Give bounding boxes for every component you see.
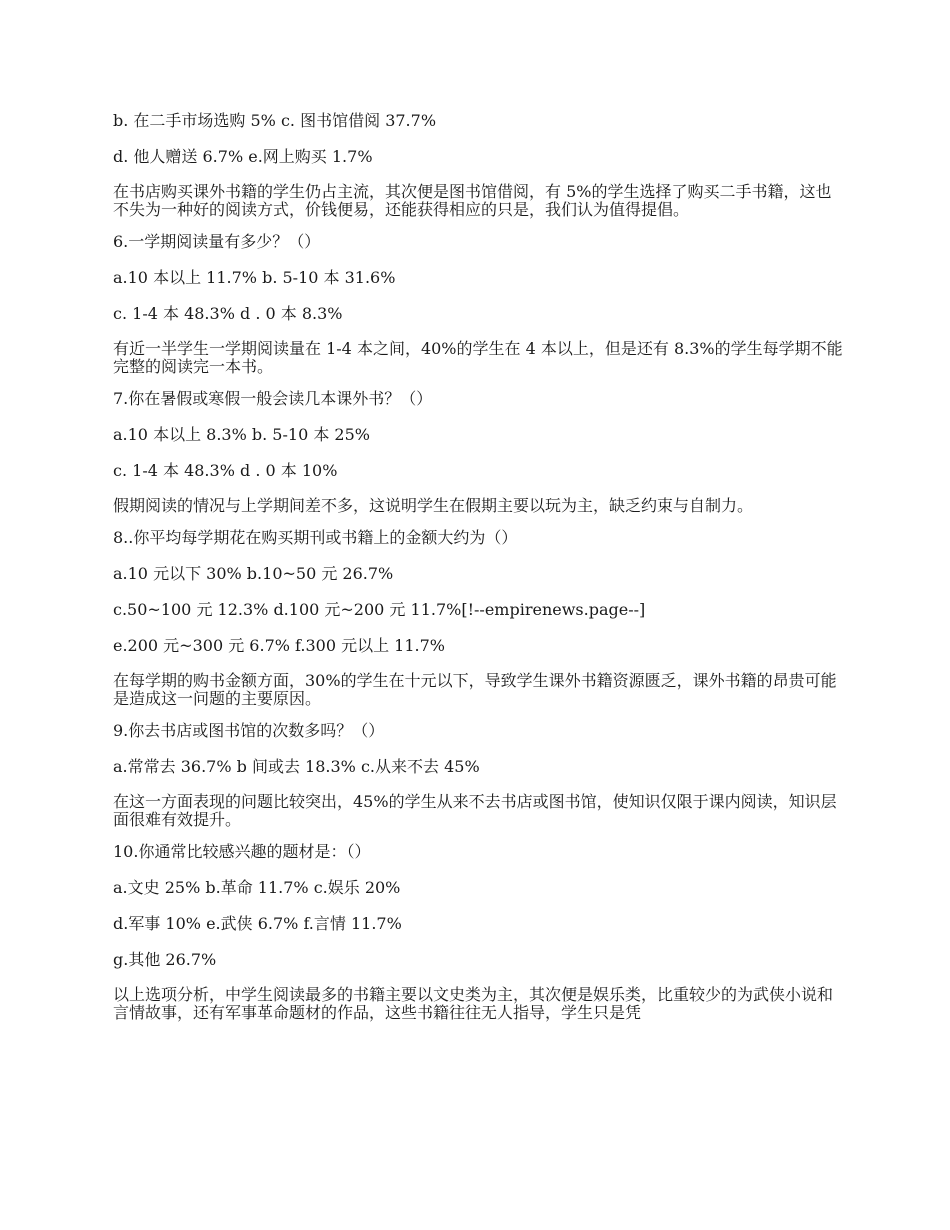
answer-line-10g: g.其他 26.7%: [113, 950, 217, 969]
answer-line-5b-5c: b. 在二手市场选购 5% c. 图书馆借阅 37.7%: [113, 111, 437, 130]
analysis-paragraph-5: 在书店购买课外书籍的学生仍占主流，其次便是图书馆借阅，有 5%的学生选择了购买二手书籍，这也不失为一种好的阅读方式，价钱便易，还能获得相应的只是，我们认为值得提倡。: [113, 182, 832, 219]
analysis-paragraph-7: 假期阅读的情况与上学期间差不多，这说明学生在假期主要以玩为主，缺乏约束与自制力。: [113, 496, 754, 515]
answer-line-9: a.常常去 36.7% b 间或去 18.3% c.从来不去 45%: [113, 757, 480, 776]
answer-line-10a-10c: a.文史 25% b.革命 11.7% c.娱乐 20%: [113, 878, 401, 897]
answer-line-8c-8d: c.50~100 元 12.3% d.100 元~200 元 11.7%[!--empirenews.page--]: [113, 600, 646, 619]
answer-line-6a-6b: a.10 本以上 11.7% b. 5-10 本 31.6%: [113, 268, 396, 287]
answer-line-6c-6d: c. 1-4 本 48.3% d . 0 本 8.3%: [113, 304, 343, 323]
answer-line-10d-10f: d.军事 10% e.武侠 6.7% f.言情 11.7%: [113, 914, 402, 933]
analysis-paragraph-8: 在每学期的购书金额方面，30%的学生在十元以下，导致学生课外书籍资源匮乏，课外书籍的昂贵可能是造成这一问题的主要原因。: [113, 671, 837, 708]
answer-line-8e-8f: e.200 元~300 元 6.7% f.300 元以上 11.7%: [113, 636, 446, 655]
answer-line-7a-7b: a.10 本以上 8.3% b. 5-10 本 25%: [113, 425, 370, 444]
answer-line-7c-7d: c. 1-4 本 48.3% d . 0 本 10%: [113, 461, 338, 480]
document-page: [113, 111, 843, 1035]
question-7: 7.你在暑假或寒假一般会读几本课外书？（）: [113, 389, 433, 408]
analysis-paragraph-9: 在这一方面表现的问题比较突出，45%的学生从来不去书店或图书馆，使知识仅限于课内阅读，知识层面很难有效提升。: [113, 792, 837, 829]
answer-line-5d-5e: d. 他人赠送 6.7% e.网上购买 1.7%: [113, 147, 373, 166]
question-10: 10.你通常比较感兴趣的题材是：（）: [113, 842, 371, 861]
analysis-paragraph-10: 以上选项分析，中学生阅读最多的书籍主要以文史类为主，其次便是娱乐类，比重较少的为武侠小说和言情故事，还有军事革命题材的作品，这些书籍往往无人指导，学生只是凭: [113, 985, 834, 1022]
question-6: 6.一学期阅读量有多少？（）: [113, 232, 321, 251]
question-9: 9.你去书店或图书馆的次数多吗？（）: [113, 721, 385, 740]
question-8: 8..你平均每学期花在购买期刊或书籍上的金额大约为（）: [113, 528, 518, 547]
answer-line-8a-8b: a.10 元以下 30% b.10~50 元 26.7%: [113, 564, 394, 583]
analysis-paragraph-6: 有近一半学生一学期阅读量在 1-4 本之间，40%的学生在 4 本以上，但是还有 8.3%的学生每学期不能完整的阅读完一本书。: [113, 339, 843, 376]
